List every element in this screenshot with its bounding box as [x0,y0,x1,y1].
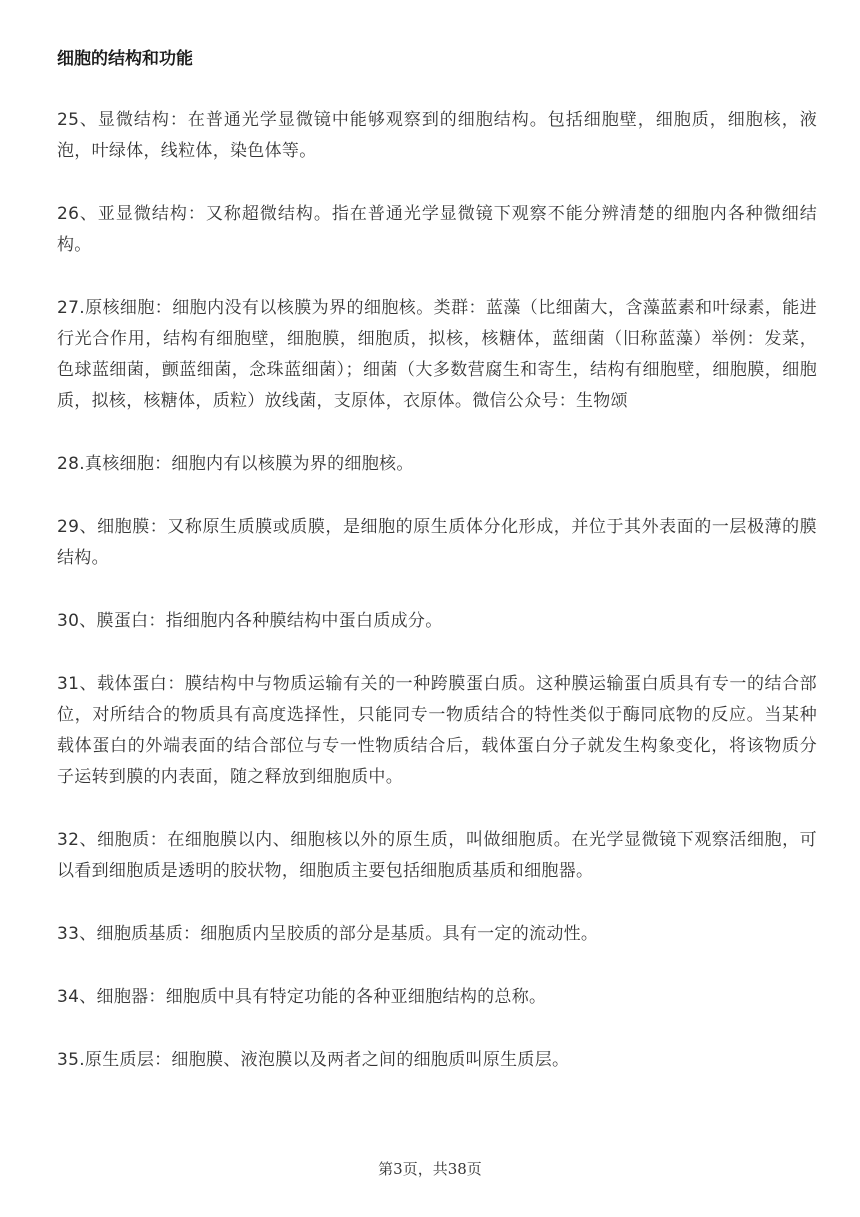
paragraph-27: 27.原核细胞：细胞内没有以核膜为界的细胞核。类群：蓝藻（比细菌大，含藻蓝素和叶绿素，能进行光合作用，结构有细胞壁，细胞膜，细胞质，拟核，核糖体，蓝细菌（旧称蓝藻）举例：发菜，色球蓝细菌，颤蓝细菌，念珠蓝细菌）；细菌（大多数营腐生和寄生，结构有细胞壁，细胞膜，细胞质，拟核，核糖体，质粒）放线菌，支原体，衣原体。微信公众号：生物颂 [57,298,817,411]
paragraph-32: 32、细胞质：在细胞膜以内、细胞核以外的原生质，叫做细胞质。在光学显微镜下观察活细胞，可以看到细胞质是透明的胶状物，细胞质主要包括细胞质基质和细胞器。 [57,830,817,881]
paragraph-25: 25、显微结构：在普通光学显微镜中能够观察到的细胞结构。包括细胞壁，细胞质，细胞核，液泡，叶绿体，线粒体，染色体等。 [57,110,817,161]
paragraph-35: 35.原生质层：细胞膜、液泡膜以及两者之间的细胞质叫原生质层。 [57,1050,570,1070]
paragraph-31: 31、载体蛋白：膜结构中与物质运输有关的一种跨膜蛋白质。这种膜运输蛋白质具有专一的结合部位，对所结合的物质具有高度选择性，只能同专一物质结合的特性类似于酶同底物的反应。当某种载体蛋白的外端表面的结合部位与专一性物质结合后，载体蛋白分子就发生构象变化，将该物质分子运转到膜的内表面，随之释放到细胞质中。 [57,674,817,787]
paragraph-34: 34、细胞器：细胞质中具有特定功能的各种亚细胞结构的总称。 [57,987,547,1007]
paragraph-29: 29、细胞膜：又称原生质膜或质膜，是细胞的原生质体分化形成，并位于其外表面的一层极薄的膜结构。 [57,517,817,568]
page-number: 第3页，共38页 [378,1160,482,1178]
paragraph-33: 33、细胞质基质：细胞质内呈胶质的部分是基质。具有一定的流动性。 [57,924,599,944]
paragraph-26: 26、亚显微结构：又称超微结构。指在普通光学显微镜下观察不能分辨清楚的细胞内各种微细结构。 [57,204,817,255]
paragraph-28: 28.真核细胞：细胞内有以核膜为界的细胞核。 [57,454,414,474]
section-heading: 细胞的结构和功能 [57,49,193,69]
paragraph-30: 30、膜蛋白：指细胞内各种膜结构中蛋白质成分。 [57,611,443,631]
document-page [57,40,817,1108]
